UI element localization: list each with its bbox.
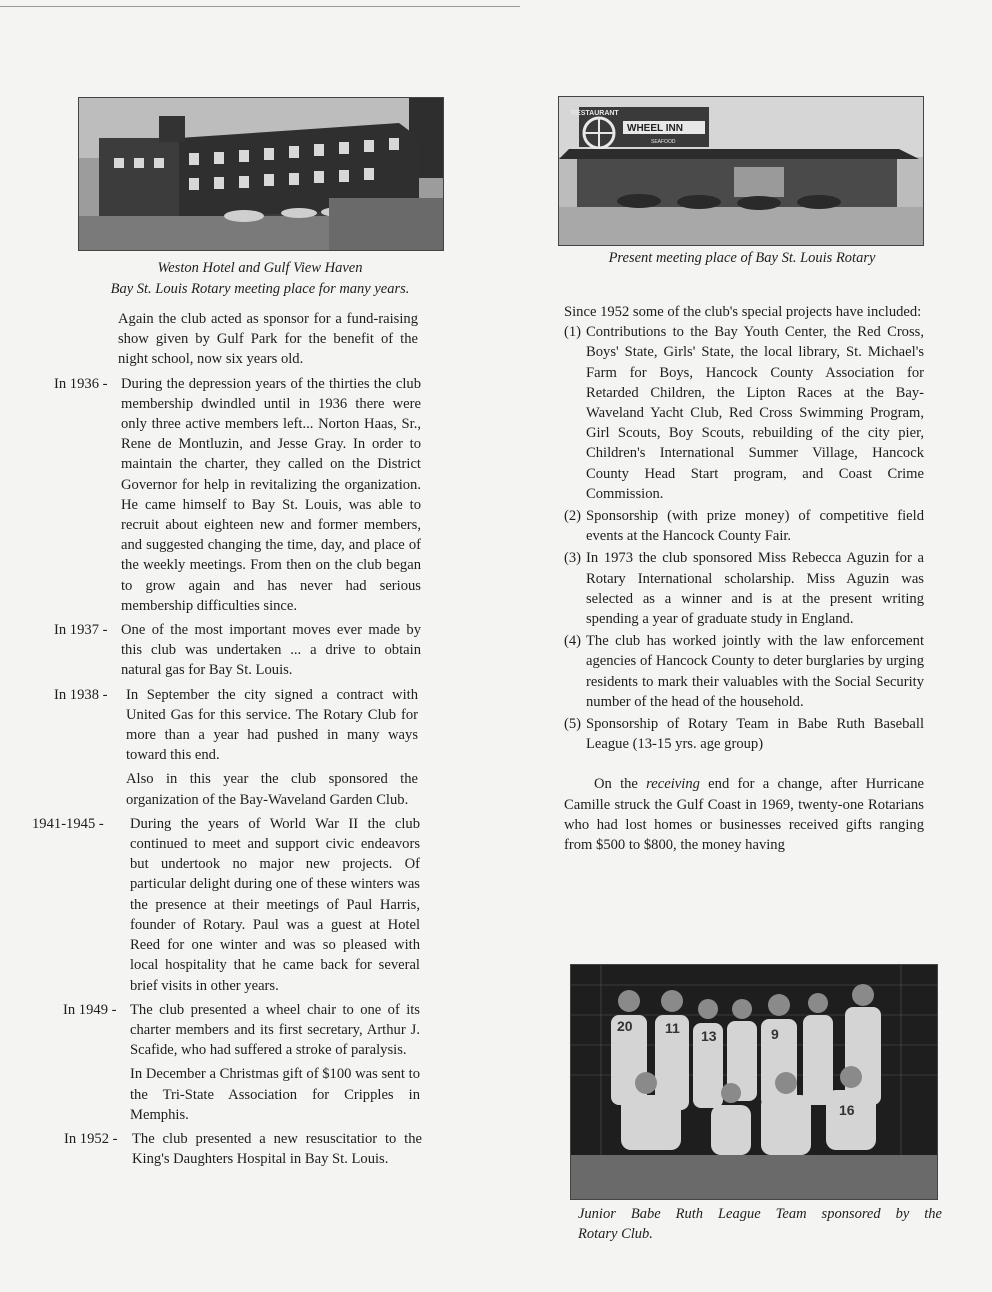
history-entry-1952	[64, 1129, 422, 1169]
history-entry-1937	[54, 620, 421, 681]
project-number: (2)	[564, 508, 582, 525]
right-column	[564, 302, 924, 855]
projects-list	[564, 322, 924, 754]
entry-text: During the years of World War II the club continued to meet and support civic endeavors but undertook no major new projects. Of particular delight during one of these winters was the presence at their meetings of Paul Harris, founder of Rotary. Paul was a guest at Hotel Reed for one winter and was so pleased with local hospitality that he came back for several brief visits in other years.	[130, 815, 420, 994]
history-entry-1938	[54, 685, 418, 810]
entry-year: In 1949 -	[63, 1001, 117, 1018]
right-intro-paragraph: Since 1952 some of the club's special projects have included:	[564, 304, 922, 320]
hotel-caption-line2: Bay St. Louis Rotary meeting place for many years.	[110, 281, 410, 297]
history-entry-1949	[63, 1000, 420, 1125]
restaurant-sign-name: WHEEL INN	[627, 123, 683, 134]
restaurant-caption-line: Present meeting place of Bay St. Louis Rotary	[608, 250, 876, 266]
entry-year: In 1952 -	[64, 1130, 118, 1147]
project-number: (5)	[564, 716, 582, 733]
project-number: (1)	[564, 324, 582, 341]
project-number: (3)	[564, 550, 582, 567]
closing-paragraph	[564, 774, 924, 855]
jersey-number: 16	[839, 1102, 855, 1118]
entry-text: The club presented a new resuscitatior to the King's Daughters Hospital in Bay St. Louis.	[132, 1130, 422, 1168]
baseball-caption-line2: Rotary Club.	[578, 1226, 653, 1242]
closing-emphasis: receiving	[646, 776, 700, 793]
entry-text: One of the most important moves ever made by this club was undertaken ... a drive to obtain natural gas for Bay St. Louis.	[121, 622, 421, 679]
project-number: (4)	[564, 633, 582, 650]
left-column	[32, 309, 422, 1169]
project-item-2	[564, 506, 924, 546]
project-text: Sponsorship (with prize money) of competitive field events at the Hancock County Fair.	[586, 508, 924, 545]
project-text: The club has worked jointly with the law enforcement agencies of Hancock County to deter burglaries by urging residents to mark their valuables with the Social Security number of the head of the household.	[586, 633, 924, 710]
closing-text-start: On the	[594, 776, 647, 793]
entry-year: In 1937 -	[54, 622, 108, 639]
restaurant-caption	[560, 248, 924, 269]
entry-extra-text: In December a Christmas gift of $100 was sent to the Tri-State Association for Cripples in Memphis.	[130, 1066, 420, 1123]
project-text: Sponsorship of Rotary Team in Babe Ruth Baseball League (13-15 yrs. age group)	[586, 716, 924, 753]
jersey-number: 20	[617, 1018, 633, 1034]
jersey-number: 11	[665, 1020, 680, 1036]
hotel-caption	[60, 258, 460, 300]
entry-extra-text: Also in this year the club sponsored the organization of the Bay-Waveland Garden Club.	[126, 771, 418, 808]
project-item-5	[564, 714, 924, 754]
restaurant-sign-top: RESTAURANT	[571, 110, 619, 117]
entry-text: During the depression years of the thirties the club membership dwindled until in 1936 there were only three active members left... Norton Haas, Sr., Rene de Montluzin, and Jesse Gray. In order to maintain the charter, they called on the District Governor for help in revitalizing the organization. He came himself to Bay St. Louis, was able to recruit about eighteen new and former members, and suggested changing the time, day, and place of the weekly meetings. From then on the club began to grow again and has never had serious membership difficulties since.	[121, 375, 421, 614]
entry-text: The club presented a wheel chair to one of its charter members and its first secretary, Arthur J. Scafide, who had suffered a stroke of paralysis.	[130, 1001, 420, 1059]
project-item-4	[564, 631, 924, 712]
entry-year: In 1938 -	[54, 686, 108, 703]
project-item-3	[564, 548, 924, 629]
baseball-caption	[578, 1204, 942, 1244]
baseball-team-photo-icon	[570, 964, 938, 1200]
closing-text-end: end for a change, after Hurricane Camille struck the Gulf Coast in 1969, twenty-one Rotarians who had lost homes or businesses received gifts ranging from $500 to $800, the money having	[564, 776, 924, 854]
entry-year: In 1936 -	[54, 375, 108, 392]
baseball-caption-line1: Junior Babe Ruth League Team sponsored by the	[578, 1206, 942, 1222]
entry-text: In September the city signed a contract with United Gas for this service. The Rotary Club for more than a year had pushed in many ways toward this end.	[126, 686, 418, 764]
hotel-photo-icon	[78, 97, 444, 251]
history-entry-1936	[54, 374, 421, 616]
left-intro-paragraph: Again the club acted as sponsor for a fund-raising show given by Gulf Park for the benefit of the night school, now six years old.	[118, 311, 418, 368]
history-entry-1941-1945	[32, 814, 420, 996]
jersey-number: 13	[701, 1028, 717, 1044]
restaurant-photo-icon	[558, 96, 924, 246]
hotel-caption-line1: Weston Hotel and Gulf View Haven	[157, 260, 363, 276]
jersey-number: 9	[771, 1026, 779, 1042]
project-text: In 1973 the club sponsored Miss Rebecca Aguzin for a Rotary International scholarship. Miss Aguzin was selected as a winner and is at the present writing spending a year of graduate study in England.	[586, 550, 924, 628]
entry-year: 1941-1945 -	[32, 815, 104, 832]
restaurant-sign-sub: SEAFOOD	[651, 139, 676, 145]
page-top-rule	[0, 6, 520, 7]
project-text: Contributions to the Bay Youth Center, the Red Cross, Boys' State, Girls' State, the local library, St. Michael's Farm for Boys, Hancock County Association for Retarded Children, the Lipton Races at the Bay-Waveland Yacht Club, Red Cross Swimming Program, Girl Scouts, Boy Scouts, rebuilding of the city pier, Children's International Summer Village, Hancock County Head Start program, and Coast Crime Commission.	[586, 324, 924, 502]
project-item-1	[564, 322, 924, 504]
